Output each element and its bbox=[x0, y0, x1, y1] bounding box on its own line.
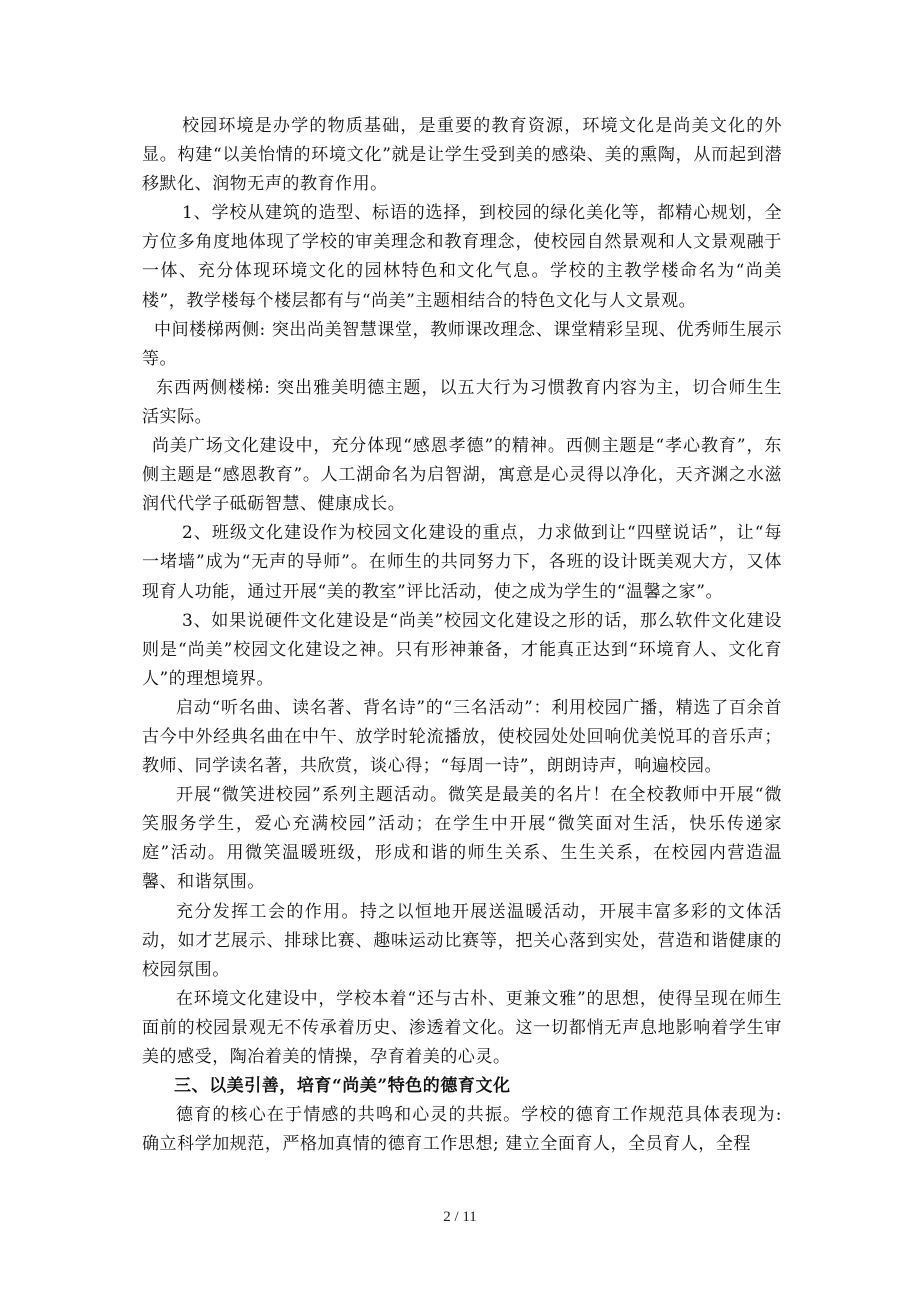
paragraph-environment-intro: 校园环境是办学的物质基础，是重要的教育资源，环境文化是尚美文化的外显。构建“以美怡情的环境文化”就是让学生受到美的感染、美的熏陶，从而起到潜移默化、润物无声的教育作用。 bbox=[142, 116, 782, 195]
paragraph-software-culture: 3、如果说硬件文化建设是“尚美”校园文化建设之形的话，那么软件文化建设则是“尚美”校园文化建设之神。只有形神兼备，才能真正达到“环境育人、文化育人”的理想境界。 bbox=[142, 610, 782, 689]
document-body bbox=[142, 112, 782, 1159]
paragraph-class-culture: 2、班级文化建设作为校园文化建设的重点，力求做到让“四壁说话”，让“每一堵墙”成为“无声的导师”。在师生的共同努力下，各班的设计既美观大方，又体现育人功能，通过开展“美的教室”评比活动，使之成为学生的“温馨之家”。 bbox=[142, 523, 782, 602]
paragraph-building-planning: 1、学校从建筑的造型、标语的选择，到校园的绿化美化等，都精心规划，全方位多角度地体现了学校的审美理念和教育理念，使校园自然景观和人文景观融于一体、充分体现环境文化的园林特色和文化气息。学校的主教学楼命名为“尚美楼”，教学楼每个楼层都有与“尚美”主题相结合的特色文化与人文景观。 bbox=[142, 203, 782, 311]
page-number: 2 / 11 bbox=[443, 1209, 477, 1225]
paragraph-environment-summary: 在环境文化建设中，学校本着“还与古朴、更兼文雅”的思想，使得呈现在师生面前的校园景观无不传承着历史、渗透着文化。这一切都悄无声息地影响着学生审美的感受，陶冶着美的情操，孕育着美的心灵。 bbox=[142, 988, 782, 1067]
paragraph-moral-education: 德育的核心在于情感的共鸣和心灵的共振。学校的德育工作规范具体表现为: 确立科学加规范，严格加真情的德育工作思想; 建立全面育人，全员育人，全程 bbox=[142, 1105, 782, 1155]
paragraph-three-famous-activity: 启动“听名曲、读名著、背名诗”的“三名活动”：利用校园广播，精选了百余首古今中外经典名曲在中午、放学时轮流播放，使校园处处回响优美悦耳的音乐声；教师、同学读名著，共欣赏，谈心得；“每周一诗”，朗朗诗声，响遍校园。 bbox=[142, 697, 782, 777]
paragraph-union-role: 充分发挥工会的作用。持之以恒地开展送温暖活动，开展丰富多彩的文体活动，如才艺展示、排球比赛、趣味运动比赛等，把关心落到实处，营造和谐健康的校园氛围。 bbox=[142, 901, 782, 980]
paragraph-east-west-stairs: 东西两侧楼梯: 突出雅美明德主题，以五大行为习惯教育内容为主，切合师生生活实际。 bbox=[142, 377, 782, 427]
paragraph-middle-stairs: 中间楼梯两侧: 突出尚美智慧课堂，教师课改理念、课堂精彩呈现、优秀师生展示等。 bbox=[142, 319, 782, 369]
paragraph-square-culture: 尚美广场文化建设中，充分体现“感恩孝德”的精神。西侧主题是“孝心教育”，东侧主题是“感恩教育”。人工湖命名为启智湖，寓意是心灵得以净化，天齐渊之水滋润代代学子砥砺智慧、健康成长。 bbox=[142, 436, 782, 515]
section-heading: 三、以美引善，培育“尚美”特色的德育文化 bbox=[174, 1076, 511, 1097]
paragraph-smile-campaign: 开展“微笑进校园”系列主题活动。微笑是最美的名片！在全校教师中开展“微笑服务学生，爱心充满校园”活动；在学生中开展“微笑面对生活，快乐传递家庭”活动。用微笑温暖班级，形成和谐的师生关系、生生关系，在校园内营造温馨、和谐氛围。 bbox=[142, 785, 782, 893]
